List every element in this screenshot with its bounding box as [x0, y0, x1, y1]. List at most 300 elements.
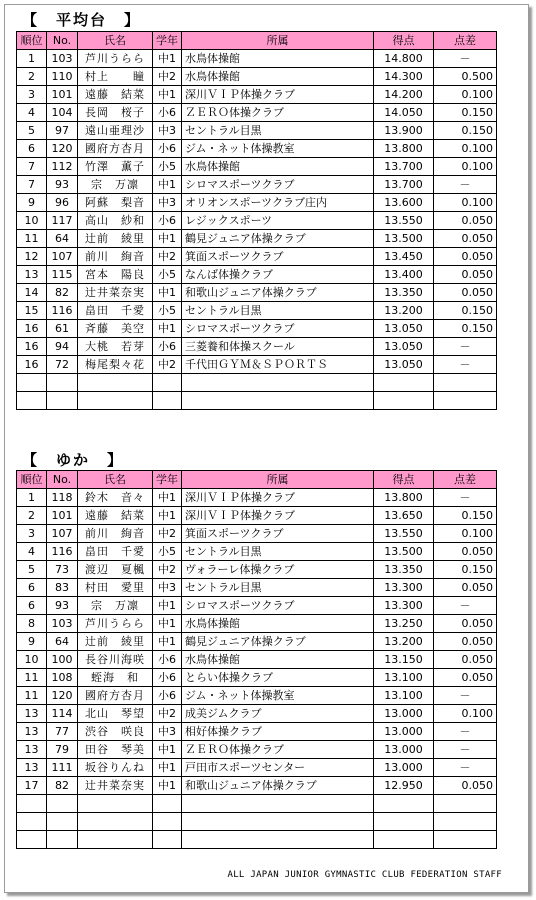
- athlete-name-cell: 辻前 綾里: [78, 230, 153, 248]
- athlete-name-cell: 辻前 綾里: [78, 633, 153, 651]
- score-diff-cell: 0.050: [434, 579, 497, 597]
- grade-cell: 中2: [153, 525, 182, 543]
- table-row: [17, 212, 497, 230]
- score-cell: 13.600: [374, 194, 434, 212]
- score-cell: 14.300: [374, 68, 434, 86]
- club-cell: 深川ＶＩＰ体操クラブ: [182, 86, 374, 104]
- bib-number-cell: 93: [47, 597, 78, 615]
- table-row: [17, 507, 497, 525]
- athlete-name-cell: 阿蘇 梨音: [78, 194, 153, 212]
- table-row: [17, 489, 497, 507]
- athlete-name-cell: 鈴木 音々: [78, 489, 153, 507]
- club-cell: 相好体操クラブ: [182, 723, 374, 741]
- athlete-name-cell: 村田 愛里: [78, 579, 153, 597]
- table-row: [17, 579, 497, 597]
- table-row: [17, 669, 497, 687]
- club-cell: ジム・ネット体操教室: [182, 140, 374, 158]
- score-cell: 13.200: [374, 302, 434, 320]
- table-row: [17, 122, 497, 140]
- score-cell: 13.000: [374, 723, 434, 741]
- score-cell: 13.200: [374, 633, 434, 651]
- athlete-name-cell: 芦川うらら: [78, 50, 153, 68]
- column-header: No.: [47, 32, 78, 50]
- rank-cell: 3: [17, 525, 47, 543]
- grade-cell: 小5: [153, 302, 182, 320]
- athlete-name-cell: 宗 万凛: [78, 176, 153, 194]
- club-cell: セントラル目黒: [182, 302, 374, 320]
- score-cell: 14.050: [374, 104, 434, 122]
- rank-cell: [17, 392, 47, 410]
- score-diff-cell: 0.150: [434, 302, 497, 320]
- rank-cell: [17, 813, 47, 831]
- rank-cell: 5: [17, 561, 47, 579]
- bib-number-cell: 112: [47, 158, 78, 176]
- bib-number-cell: 115: [47, 266, 78, 284]
- score-cell: 13.050: [374, 320, 434, 338]
- score-cell: [374, 392, 434, 410]
- table-row: [17, 813, 497, 831]
- club-cell: なんば体操クラブ: [182, 266, 374, 284]
- club-cell: 水鳥体操館: [182, 615, 374, 633]
- bib-number-cell: 101: [47, 507, 78, 525]
- rank-cell: 13: [17, 266, 47, 284]
- score-diff-cell: －: [434, 176, 497, 194]
- score-diff-cell: [434, 392, 497, 410]
- bib-number-cell: 100: [47, 651, 78, 669]
- table-row: [17, 374, 497, 392]
- table-row: [17, 741, 497, 759]
- grade-cell: 小6: [153, 669, 182, 687]
- rank-cell: 11: [17, 669, 47, 687]
- grade-cell: 中1: [153, 507, 182, 525]
- score-cell: 13.300: [374, 579, 434, 597]
- score-diff-cell: 0.150: [434, 561, 497, 579]
- column-header: 氏名: [78, 471, 153, 489]
- results-table-balance-beam: [16, 31, 497, 410]
- athlete-name-cell: 長谷川海咲: [78, 651, 153, 669]
- bib-number-cell: 110: [47, 68, 78, 86]
- table-row: [17, 356, 497, 374]
- club-cell: ＺＥＲＯ体操クラブ: [182, 741, 374, 759]
- bib-number-cell: 116: [47, 543, 78, 561]
- bib-number-cell: [47, 831, 78, 849]
- rank-cell: 10: [17, 212, 47, 230]
- bib-number-cell: 73: [47, 561, 78, 579]
- score-cell: 13.350: [374, 561, 434, 579]
- club-cell: セントラル目黒: [182, 579, 374, 597]
- athlete-name-cell: 遠藤 結菜: [78, 507, 153, 525]
- athlete-name-cell: 芦川うらら: [78, 615, 153, 633]
- club-cell: 水鳥体操館: [182, 50, 374, 68]
- club-cell: 水鳥体操館: [182, 158, 374, 176]
- grade-cell: [153, 831, 182, 849]
- athlete-name-cell: 前川 絢音: [78, 525, 153, 543]
- grade-cell: 中1: [153, 633, 182, 651]
- score-diff-cell: 0.150: [434, 320, 497, 338]
- club-cell: 深川ＶＩＰ体操クラブ: [182, 489, 374, 507]
- score-cell: [374, 831, 434, 849]
- table-row: [17, 158, 497, 176]
- grade-cell: 中3: [153, 194, 182, 212]
- club-cell: ヴォラーレ体操クラブ: [182, 561, 374, 579]
- score-diff-cell: 0.100: [434, 140, 497, 158]
- athlete-name-cell: 梅尾梨々花: [78, 356, 153, 374]
- score-diff-cell: 0.050: [434, 615, 497, 633]
- athlete-name-cell: 前川 絢音: [78, 248, 153, 266]
- score-cell: 13.000: [374, 705, 434, 723]
- table-row: [17, 230, 497, 248]
- club-cell: 深川ＶＩＰ体操クラブ: [182, 507, 374, 525]
- grade-cell: 中1: [153, 597, 182, 615]
- score-diff-cell: 0.050: [434, 777, 497, 795]
- score-cell: 13.900: [374, 122, 434, 140]
- grade-cell: 中2: [153, 248, 182, 266]
- athlete-name-cell: 大桃 若芽: [78, 338, 153, 356]
- column-header: 得点: [374, 32, 434, 50]
- score-cell: 13.000: [374, 759, 434, 777]
- bib-number-cell: 117: [47, 212, 78, 230]
- rank-cell: 13: [17, 759, 47, 777]
- bib-number-cell: 64: [47, 230, 78, 248]
- score-diff-cell: [434, 813, 497, 831]
- club-cell: [182, 831, 374, 849]
- score-cell: 13.400: [374, 266, 434, 284]
- score-cell: [374, 374, 434, 392]
- club-cell: [182, 795, 374, 813]
- grade-cell: 中1: [153, 320, 182, 338]
- table-row: [17, 140, 497, 158]
- score-diff-cell: [434, 831, 497, 849]
- athlete-name-cell: 遠山亜理沙: [78, 122, 153, 140]
- table-row: [17, 633, 497, 651]
- athlete-name-cell: [78, 831, 153, 849]
- table-row: [17, 543, 497, 561]
- athlete-name-cell: 畠田 千愛: [78, 543, 153, 561]
- bib-number-cell: 107: [47, 248, 78, 266]
- athlete-name-cell: 國府方杏月: [78, 140, 153, 158]
- score-cell: 13.100: [374, 687, 434, 705]
- athlete-name-cell: 國府方杏月: [78, 687, 153, 705]
- grade-cell: 小6: [153, 212, 182, 230]
- rank-cell: 8: [17, 615, 47, 633]
- bib-number-cell: 82: [47, 777, 78, 795]
- table-row: [17, 194, 497, 212]
- score-cell: 13.800: [374, 489, 434, 507]
- club-cell: シロマスポーツクラブ: [182, 597, 374, 615]
- club-cell: 戸田市スポーツセンター: [182, 759, 374, 777]
- rank-cell: 9: [17, 633, 47, 651]
- bib-number-cell: [47, 795, 78, 813]
- score-cell: 13.300: [374, 597, 434, 615]
- score-cell: 13.000: [374, 741, 434, 759]
- table-row: [17, 705, 497, 723]
- club-cell: 和歌山ジュニア体操クラブ: [182, 777, 374, 795]
- grade-cell: 中1: [153, 759, 182, 777]
- athlete-name-cell: 宮本 陽良: [78, 266, 153, 284]
- club-cell: 鶴見ジュニア体操クラブ: [182, 230, 374, 248]
- athlete-name-cell: 竹澤 薫子: [78, 158, 153, 176]
- score-diff-cell: [434, 795, 497, 813]
- grade-cell: 中3: [153, 122, 182, 140]
- table-row: [17, 302, 497, 320]
- table-row: [17, 525, 497, 543]
- score-cell: 13.800: [374, 140, 434, 158]
- score-diff-cell: 0.100: [434, 158, 497, 176]
- column-header: 順位: [17, 32, 47, 50]
- score-diff-cell: [434, 374, 497, 392]
- grade-cell: 中3: [153, 579, 182, 597]
- rank-cell: 6: [17, 140, 47, 158]
- score-diff-cell: －: [434, 723, 497, 741]
- athlete-name-cell: 畠田 千愛: [78, 302, 153, 320]
- grade-cell: 小6: [153, 687, 182, 705]
- table-header-row: [17, 471, 497, 489]
- grade-cell: 中1: [153, 284, 182, 302]
- bib-number-cell: 83: [47, 579, 78, 597]
- table-row: [17, 338, 497, 356]
- table-header-row: [17, 32, 497, 50]
- club-cell: [182, 374, 374, 392]
- table-row: [17, 320, 497, 338]
- athlete-name-cell: [78, 374, 153, 392]
- rank-cell: 11: [17, 687, 47, 705]
- bib-number-cell: 101: [47, 86, 78, 104]
- table-row: [17, 831, 497, 849]
- grade-cell: 中1: [153, 176, 182, 194]
- table-row: [17, 723, 497, 741]
- grade-cell: 小6: [153, 651, 182, 669]
- table-row: [17, 561, 497, 579]
- bib-number-cell: 118: [47, 489, 78, 507]
- score-cell: 13.650: [374, 507, 434, 525]
- table-row: [17, 687, 497, 705]
- bib-number-cell: 120: [47, 687, 78, 705]
- club-cell: 鶴見ジュニア体操クラブ: [182, 633, 374, 651]
- score-diff-cell: 0.500: [434, 68, 497, 86]
- grade-cell: [153, 374, 182, 392]
- score-diff-cell: 0.050: [434, 651, 497, 669]
- rank-cell: 2: [17, 507, 47, 525]
- column-header: 所属: [182, 471, 374, 489]
- grade-cell: 中1: [153, 777, 182, 795]
- table-row: [17, 759, 497, 777]
- score-cell: [374, 795, 434, 813]
- rank-cell: [17, 831, 47, 849]
- grade-cell: 中1: [153, 741, 182, 759]
- bib-number-cell: 120: [47, 140, 78, 158]
- athlete-name-cell: [78, 392, 153, 410]
- score-diff-cell: 0.050: [434, 266, 497, 284]
- rank-cell: 4: [17, 543, 47, 561]
- athlete-name-cell: 辻井菜奈実: [78, 284, 153, 302]
- rank-cell: [17, 374, 47, 392]
- table-row: [17, 795, 497, 813]
- rank-cell: 1: [17, 489, 47, 507]
- score-cell: 13.500: [374, 543, 434, 561]
- bib-number-cell: 72: [47, 356, 78, 374]
- grade-cell: 小6: [153, 338, 182, 356]
- grade-cell: 小5: [153, 266, 182, 284]
- bib-number-cell: 114: [47, 705, 78, 723]
- score-diff-cell: －: [434, 597, 497, 615]
- column-header: 所属: [182, 32, 374, 50]
- bib-number-cell: 104: [47, 104, 78, 122]
- score-cell: 13.050: [374, 356, 434, 374]
- rank-cell: 7: [17, 158, 47, 176]
- bib-number-cell: 107: [47, 525, 78, 543]
- club-cell: 箕面スポーツクラブ: [182, 525, 374, 543]
- table-row: [17, 777, 497, 795]
- table-row: [17, 176, 497, 194]
- score-diff-cell: －: [434, 687, 497, 705]
- club-cell: とらい体操クラブ: [182, 669, 374, 687]
- bib-number-cell: 94: [47, 338, 78, 356]
- club-cell: セントラル目黒: [182, 122, 374, 140]
- section-title-floor: 【 ゆか 】: [22, 451, 125, 469]
- rank-cell: 10: [17, 651, 47, 669]
- score-cell: 13.350: [374, 284, 434, 302]
- club-cell: 水鳥体操館: [182, 68, 374, 86]
- rank-cell: 16: [17, 320, 47, 338]
- score-cell: 13.700: [374, 158, 434, 176]
- rank-cell: 13: [17, 705, 47, 723]
- rank-cell: 16: [17, 338, 47, 356]
- bib-number-cell: [47, 813, 78, 831]
- club-cell: 千代田ＧＹＭ＆ＳＰＯＲＴＳ: [182, 356, 374, 374]
- rank-cell: 11: [17, 230, 47, 248]
- bib-number-cell: [47, 374, 78, 392]
- grade-cell: 中1: [153, 230, 182, 248]
- bib-number-cell: 82: [47, 284, 78, 302]
- grade-cell: 中2: [153, 561, 182, 579]
- score-cell: 13.050: [374, 338, 434, 356]
- section-title-balance-beam: 【 平均台 】: [22, 11, 142, 29]
- score-cell: 14.200: [374, 86, 434, 104]
- rank-cell: 13: [17, 723, 47, 741]
- club-cell: 水鳥体操館: [182, 651, 374, 669]
- bib-number-cell: 77: [47, 723, 78, 741]
- grade-cell: 中2: [153, 68, 182, 86]
- rank-cell: 6: [17, 597, 47, 615]
- score-diff-cell: 0.050: [434, 669, 497, 687]
- score-cell: 12.950: [374, 777, 434, 795]
- score-cell: 13.150: [374, 651, 434, 669]
- table-row: [17, 266, 497, 284]
- club-cell: オリオンスポーツクラブ庄内: [182, 194, 374, 212]
- rank-cell: 7: [17, 176, 47, 194]
- rank-cell: 9: [17, 194, 47, 212]
- bib-number-cell: [47, 392, 78, 410]
- club-cell: レジックスポーツ: [182, 212, 374, 230]
- athlete-name-cell: 北山 琴望: [78, 705, 153, 723]
- rank-cell: 3: [17, 86, 47, 104]
- club-cell: ＺＥＲＯ体操クラブ: [182, 104, 374, 122]
- rank-cell: 17: [17, 777, 47, 795]
- column-header: 得点: [374, 471, 434, 489]
- rank-cell: 5: [17, 122, 47, 140]
- grade-cell: 中2: [153, 356, 182, 374]
- score-diff-cell: 0.050: [434, 633, 497, 651]
- column-header: 点差: [434, 32, 497, 50]
- rank-cell: 4: [17, 104, 47, 122]
- grade-cell: [153, 795, 182, 813]
- table-row: [17, 104, 497, 122]
- table-row: [17, 651, 497, 669]
- score-diff-cell: －: [434, 489, 497, 507]
- score-cell: 13.100: [374, 669, 434, 687]
- athlete-name-cell: 田谷 琴美: [78, 741, 153, 759]
- column-header: No.: [47, 471, 78, 489]
- bib-number-cell: 79: [47, 741, 78, 759]
- athlete-name-cell: [78, 813, 153, 831]
- score-diff-cell: 0.050: [434, 284, 497, 302]
- rank-cell: 13: [17, 741, 47, 759]
- table-row: [17, 392, 497, 410]
- grade-cell: 小6: [153, 104, 182, 122]
- table-row: [17, 284, 497, 302]
- column-header: 学年: [153, 32, 182, 50]
- score-diff-cell: 0.050: [434, 248, 497, 266]
- table-row: [17, 68, 497, 86]
- bib-number-cell: 61: [47, 320, 78, 338]
- score-cell: 13.550: [374, 525, 434, 543]
- athlete-name-cell: 長岡 桜子: [78, 104, 153, 122]
- athlete-name-cell: 辻井菜奈実: [78, 777, 153, 795]
- rank-cell: [17, 795, 47, 813]
- table-row: [17, 615, 497, 633]
- grade-cell: 中1: [153, 489, 182, 507]
- grade-cell: 中1: [153, 86, 182, 104]
- score-cell: 13.550: [374, 212, 434, 230]
- rank-cell: 2: [17, 68, 47, 86]
- bib-number-cell: 64: [47, 633, 78, 651]
- score-diff-cell: 0.150: [434, 507, 497, 525]
- bib-number-cell: 103: [47, 50, 78, 68]
- grade-cell: 小6: [153, 140, 182, 158]
- table-row: [17, 597, 497, 615]
- rank-cell: 1: [17, 50, 47, 68]
- score-diff-cell: －: [434, 338, 497, 356]
- rank-cell: 15: [17, 302, 47, 320]
- rank-cell: 12: [17, 248, 47, 266]
- club-cell: 和歌山ジュニア体操クラブ: [182, 284, 374, 302]
- bib-number-cell: 116: [47, 302, 78, 320]
- score-cell: 13.500: [374, 230, 434, 248]
- grade-cell: 中1: [153, 50, 182, 68]
- rank-cell: 14: [17, 284, 47, 302]
- club-cell: セントラル目黒: [182, 543, 374, 561]
- bib-number-cell: 96: [47, 194, 78, 212]
- club-cell: 成美ジムクラブ: [182, 705, 374, 723]
- column-header: 学年: [153, 471, 182, 489]
- score-diff-cell: 0.100: [434, 194, 497, 212]
- score-diff-cell: 0.100: [434, 525, 497, 543]
- athlete-name-cell: 斉藤 美空: [78, 320, 153, 338]
- bib-number-cell: 97: [47, 122, 78, 140]
- club-cell: [182, 392, 374, 410]
- score-diff-cell: 0.100: [434, 705, 497, 723]
- athlete-name-cell: 宗 万凛: [78, 597, 153, 615]
- club-cell: 三菱養和体操スクール: [182, 338, 374, 356]
- bib-number-cell: 93: [47, 176, 78, 194]
- column-header: 順位: [17, 471, 47, 489]
- score-cell: 13.250: [374, 615, 434, 633]
- athlete-name-cell: 村上 瞳: [78, 68, 153, 86]
- bib-number-cell: 103: [47, 615, 78, 633]
- column-header: 点差: [434, 471, 497, 489]
- club-cell: シロマスポーツクラブ: [182, 320, 374, 338]
- grade-cell: [153, 813, 182, 831]
